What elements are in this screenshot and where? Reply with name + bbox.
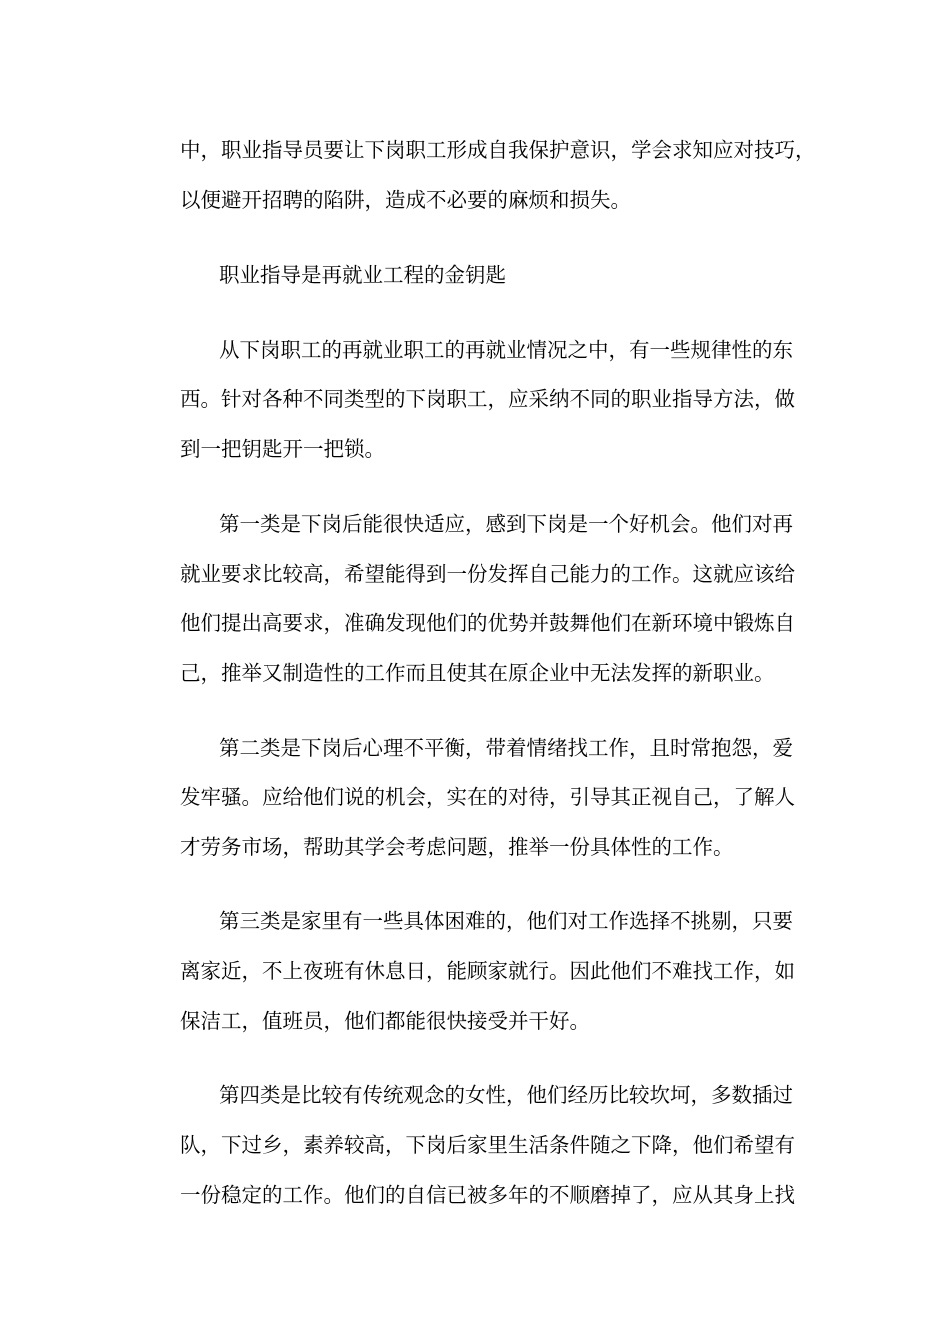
paragraph-line: 才劳务市场，帮助其学会考虑问题，推举一份具体性的工作。 (180, 835, 734, 859)
section-heading: 职业指导是再就业工程的金钥匙 (219, 263, 506, 287)
paragraph-line: 就业要求比较高，希望能得到一份发挥自己能力的工作。这就应该给 (180, 562, 795, 586)
paragraph-line: 一份稳定的工作。他们的自信已被多年的不顺磨掉了，应从其身上找 (180, 1183, 795, 1207)
paragraph-line: 己，推举又制造性的工作而且使其在原企业中无法发挥的新职业。 (180, 661, 775, 685)
paragraph-line: 他们提出高要求，准确发现他们的优势并鼓舞他们在新环境中锻炼自 (180, 611, 795, 635)
paragraph-line: 西。针对各种不同类型的下岗职工，应采纳不同的职业指导方法，做 (180, 387, 795, 411)
paragraph-line: 从下岗职工的再就业职工的再就业情况之中，有一些规律性的东 (219, 338, 793, 362)
paragraph-line: 第二类是下岗后心理不平衡，带着情绪找工作，且时常抱怨，爱 (219, 736, 793, 760)
paragraph-line: 发牢骚。应给他们说的机会，实在的对待，引导其正视自己，了解人 (180, 785, 795, 809)
paragraph-line: 第一类是下岗后能很快适应，感到下岗是一个好机会。他们对再 (219, 512, 793, 536)
paragraph-line: 保洁工，值班员，他们都能很快接受并干好。 (180, 1009, 590, 1033)
paragraph-line: 到一把钥匙开一把锁。 (180, 437, 385, 461)
paragraph-line: 第三类是家里有一些具体困难的，他们对工作选择不挑剔，只要 (219, 909, 793, 933)
paragraph-line: 以便避开招聘的陷阱，造成不必要的麻烦和损失。 (180, 188, 631, 212)
paragraph-line: 队，下过乡，素养较高，下岗后家里生活条件随之下降，他们希望有 (180, 1133, 795, 1157)
paragraph-line: 离家近，不上夜班有休息日，能顾家就行。因此他们不难找工作，如 (180, 959, 795, 983)
paragraph-line: 中，职业指导员要让下岗职工形成自我保护意识，学会求知应对技巧， (180, 138, 816, 162)
paragraph-line: 第四类是比较有传统观念的女性，他们经历比较坎坷，多数插过 (219, 1083, 793, 1107)
